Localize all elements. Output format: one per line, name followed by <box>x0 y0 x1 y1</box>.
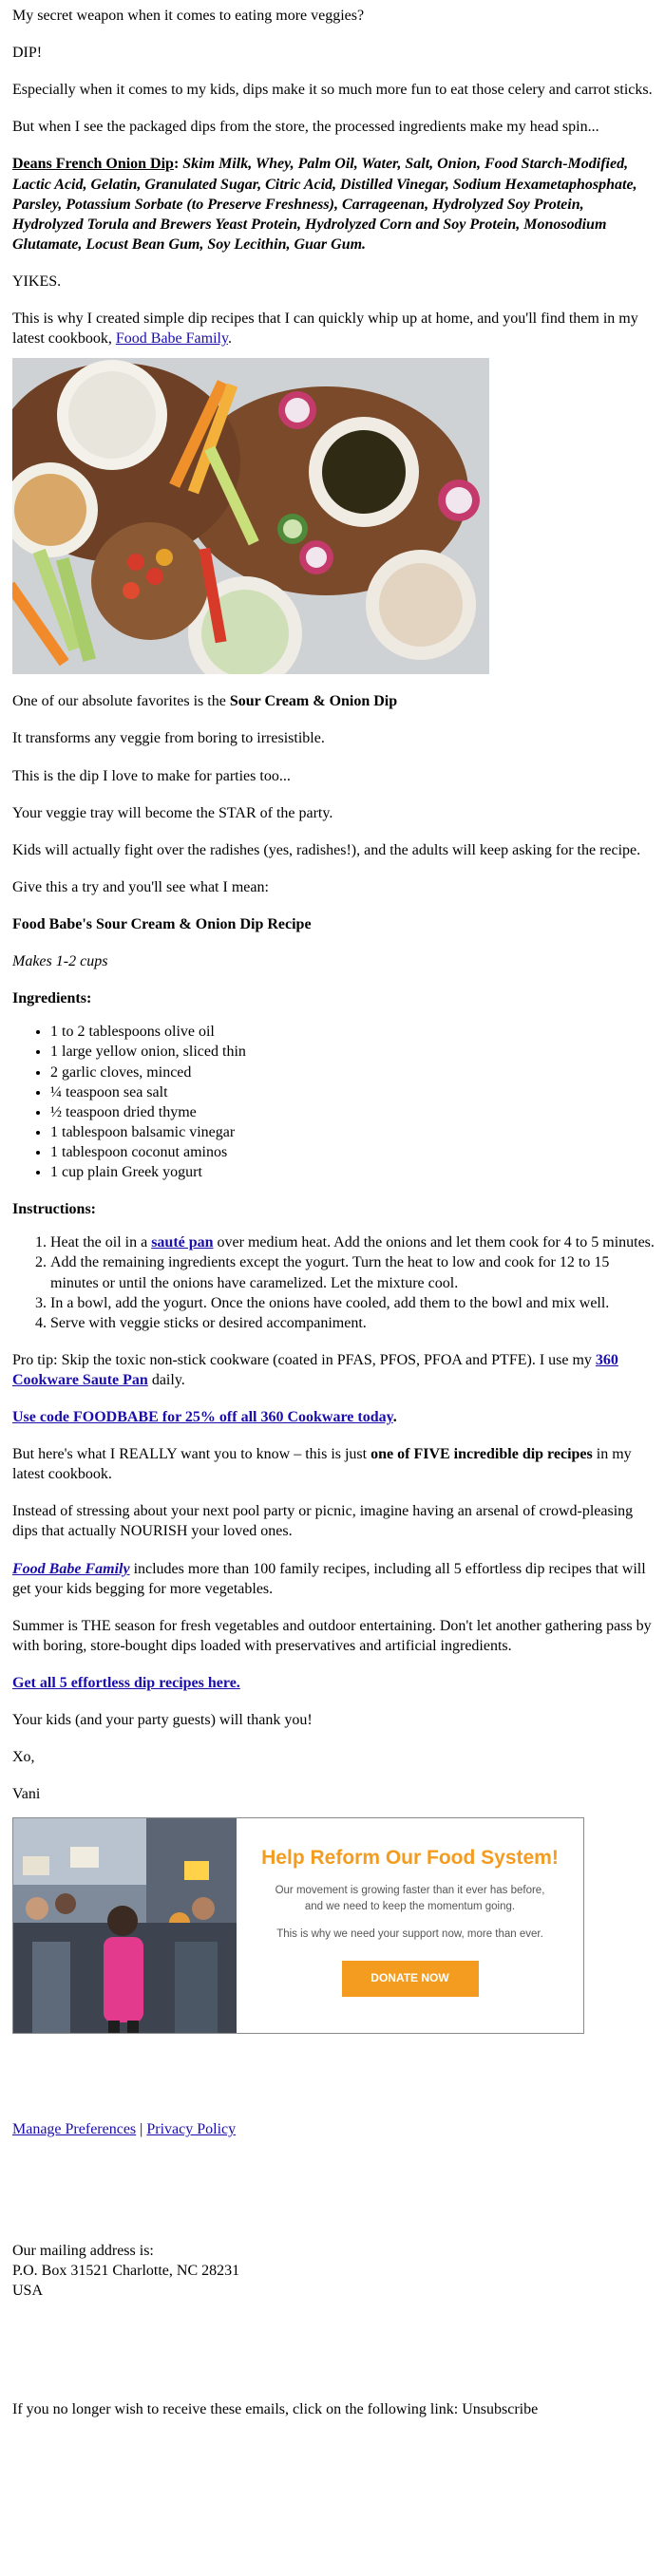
summer-paragraph: Summer is THE season for fresh vegetables and outdoor entertaining. Don't let another gathering pass by with boring, store-bought dips loaded with preservatives and artificial ingredients. <box>12 1617 652 1654</box>
banner-text-support: This is why we need your support now, more than ever. <box>276 1927 543 1940</box>
deans-ingredients: Deans French Onion Dip: Skim Milk, Whey, Palm Oil, Water, Salt, Onion, Food Starch-Modified, Lactic Acid, Gelatin, Granulated Sugar, Citric Acid, Distilled Vinegar, Sodium Hexametaphosphate, Parsley, Potassium Sorbate (to Preserve Freshness), Carrageenan, Hydrolyzed Soy Protein, Hydrolyzed Torula and Brewers Yeast Protein, Hydrolyzed Corn and Soy Protein, Monosodium Glutamate, Locust Bean Gum, Soy Lecithin, Guar Gum. <box>12 156 637 253</box>
dips-photo <box>12 358 489 674</box>
ingredient-item: • 1 tablespoon balsamic vinegar <box>50 1122 656 1142</box>
intro-kids: Especially when it comes to my kids, dips make it so much more fun to eat those celery and carrot sticks. <box>12 82 653 99</box>
instruction-step: 3. In a bowl, add the yogurt. Once the onions have cooled, add them to the bowl and mix well. <box>50 1293 656 1313</box>
line-transforms: It transforms any veggie from boring to irresistible. <box>12 730 325 747</box>
ingredient-item: • ¼ teaspoon sea salt <box>50 1082 656 1102</box>
ingredient-item: • 1 cup plain Greek yogurt <box>50 1162 656 1182</box>
unsubscribe-text[interactable]: If you no longer wish to receive these emails, click on the following link: Unsubscribe <box>12 2400 539 2417</box>
get-recipes <box>12 1673 656 1693</box>
rally-photo <box>13 1818 237 2033</box>
pro-tip: Pro tip: Skip the toxic non-stick cookware (coated in PFAS, PFOS, PFOA and PTFE). I use my 360 Cookware Saute Pan daily. <box>12 1351 618 1388</box>
rally-photo-illustration <box>13 1818 237 2033</box>
line-parties: This is the dip I love to make for parties too... <box>12 767 291 784</box>
deans-label: Deans French Onion Dip <box>12 156 174 173</box>
family-paragraph: Food Babe Family includes more than 100 family recipes, including all 5 effortless dip recipes that will get your kids begging for more vegetables. <box>12 1560 646 1597</box>
banner-text-momentum: Our movement is growing faster than it ever has before, and we need to keep the momentum going. <box>275 1885 545 1912</box>
favorite-paragraph: One of our absolute favorites is the Sour Cream & Onion Dip <box>12 693 398 710</box>
ingredient-item: • ½ teaspoon dried thyme <box>50 1102 656 1122</box>
instruction-step: 1. Heat the oil in a sauté pan over medium heat. Add the onions and let them cook for 4 to 5 minutes. <box>50 1232 656 1252</box>
instructions-list <box>12 1232 656 1333</box>
line-give-try: Give this a try and you'll see what I mean: <box>12 878 269 895</box>
mailing-address-line2: USA <box>12 2282 44 2299</box>
line-radishes: Kids will actually fight over the radishes (yes, radishes!), and the adults will keep asking for the recipe. <box>12 841 641 858</box>
ingredient-item: • 2 garlic cloves, minced <box>50 1062 656 1082</box>
saute-pan-link[interactable]: sauté pan <box>151 1234 214 1251</box>
recipe-title: Food Babe's Sour Cream & Onion Dip Recipe <box>12 915 312 932</box>
ingredient-item: • 1 tablespoon coconut aminos <box>50 1142 656 1162</box>
email-body <box>12 6 656 2419</box>
line-star: Your veggie tray will become the STAR of the party. <box>12 804 333 821</box>
five-recipes: But here's what I REALLY want you to know – this is just one of FIVE incredible dip recipes in my latest cookbook. <box>12 1446 632 1483</box>
mailing-label: Our mailing address is: <box>12 2242 154 2259</box>
family-cookbook-link[interactable]: Food Babe Family <box>12 1560 130 1577</box>
cookware-link[interactable]: 360 Cookware Saute Pan <box>12 1351 618 1388</box>
deans-ingredient-list: Skim Milk, Whey, Palm Oil, Water, Salt, Onion, Food Starch-Modified, Lactic Acid, Gelatin, Granulated Sugar, Citric Acid, Distilled Vinegar, Sodium Hexametaphosphate, Parsley, Potassium Sorbate (to Preserve Freshness), Carrageenan, Hydrolyzed Soy Protein, Hydrolyzed Torula and Brewers Yeast Protein, Hydrolyzed Corn and Soy Protein, Monosodium Glutamate, Locust Bean Gum, Soy Lecithin, Guar Gum. <box>12 156 637 253</box>
instead-paragraph: Instead of stressing about your next pool party or picnic, imagine having an arsenal of crowd-pleasing dips that actually NOURISH your loved ones. <box>12 1503 634 1540</box>
recipe-yield: Makes 1-2 cups <box>12 953 108 970</box>
ingredient-item: • 1 large yellow onion, sliced thin <box>50 1042 656 1062</box>
discount-code-link[interactable]: Use code FOODBABE for 25% off all 360 Cookware today <box>12 1409 393 1426</box>
favorite-dip-name: Sour Cream & Onion Dip <box>229 693 398 710</box>
ingredient-item: • 1 to 2 tablespoons olive oil <box>50 1022 656 1042</box>
manage-preferences-link[interactable]: Manage Preferences <box>12 2121 137 2138</box>
thanks: Your kids (and your party guests) will thank you! <box>12 1712 313 1729</box>
banner-title: Help Reform Our Food System! <box>261 1847 559 1870</box>
donate-banner[interactable] <box>12 1817 584 2034</box>
cookbook-link[interactable]: Food Babe Family <box>115 330 228 348</box>
yikes: YIKES. <box>12 273 62 290</box>
signoff-xo: Xo, <box>12 1749 35 1766</box>
instruction-step: 2. Add the remaining ingredients except the yogurt. Turn the heat to low and cook for 12 to 15 minutes or until the onions have caramelized. Let the mixture cool. <box>50 1252 656 1292</box>
discount-code: Use code FOODBABE for 25% off all 360 Cookware today. <box>12 1409 397 1426</box>
donate-button[interactable]: DONATE NOW <box>342 1961 479 1997</box>
intro-question: My secret weapon when it comes to eating more veggies? <box>12 8 365 24</box>
ingredients-list <box>12 1022 656 1182</box>
get-recipes-link[interactable]: Get all 5 effortless dip recipes here. <box>12 1675 240 1692</box>
privacy-policy-link[interactable]: Privacy Policy <box>146 2121 237 2138</box>
cookbook-paragraph: This is why I created simple dip recipes that I can quickly whip up at home, and you'll find them in my latest cookbook, Food Babe Family. <box>12 310 638 348</box>
intro-packaged: But when I see the packaged dips from the store, the processed ingredients make my head spin... <box>12 119 599 136</box>
banner-content <box>237 1818 583 2033</box>
signoff-name: Vani <box>12 1786 41 1803</box>
mailing-address-line1: P.O. Box 31521 Charlotte, NC 28231 <box>12 2262 240 2279</box>
ingredients-heading: Ingredients: <box>12 990 92 1007</box>
intro-dip: DIP! <box>12 45 43 62</box>
dips-photo-illustration <box>12 358 489 674</box>
instructions-heading: Instructions: <box>12 1201 97 1218</box>
instruction-step: 4. Serve with veggie sticks or desired accompaniment. <box>50 1313 656 1333</box>
footer-links: Manage Preferences | Privacy Policy <box>12 2121 237 2138</box>
